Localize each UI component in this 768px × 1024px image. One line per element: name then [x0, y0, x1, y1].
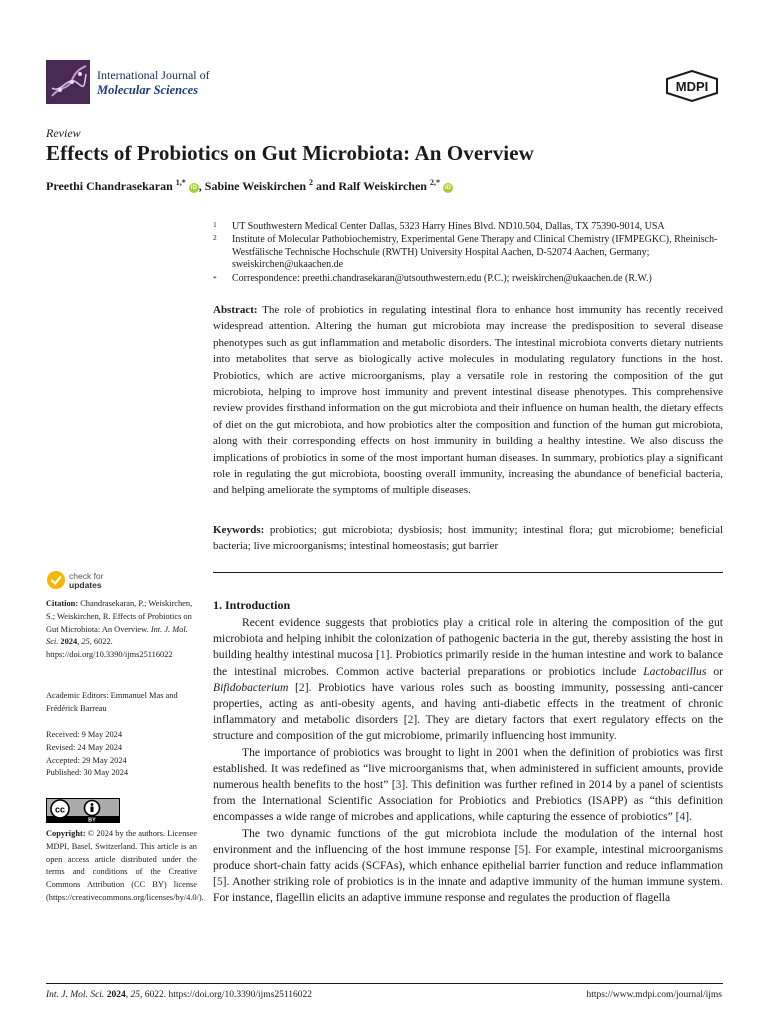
section-heading-introduction: 1. Introduction	[213, 598, 291, 612]
citation-year: 2024	[60, 637, 78, 647]
paragraph-text: [	[288, 680, 299, 694]
check-updates-line2: updates	[69, 580, 102, 590]
journal-name-line2: Molecular Sciences	[97, 83, 199, 97]
author-list	[46, 178, 453, 194]
citation-link[interactable]: 3	[395, 778, 402, 792]
introduction-body	[213, 615, 723, 907]
svg-text:cc: cc	[54, 804, 66, 815]
svg-text:BY: BY	[88, 817, 96, 823]
journal-name	[97, 68, 210, 98]
section-divider	[213, 572, 723, 573]
citation-text: Chandrasekaran, P.; Weiskirchen, S.; Weiskirchen, R. Effects of Probiotics on Gut Microbiota: An Overview.	[46, 599, 193, 634]
citation-link[interactable]: 5	[518, 842, 525, 856]
footer-year: 2024	[106, 990, 126, 1000]
author-affiliation-mark: 2	[309, 178, 314, 187]
footer-volume: 25	[130, 990, 140, 1000]
author-name: Preethi Chandrasekaran	[46, 179, 173, 193]
citation: Citation: Chandrasekaran, P.; Weiskirchen, S.; Weiskirchen, R. Effects of Probiotics on Gut Microbiota: An Overview. Int. J. Mol. Sci. 2024, 25, 6022. https://doi.org/10.3390/ijms25116022	[46, 599, 193, 660]
author-affiliation-mark: 2,*	[429, 178, 440, 187]
keywords-text: probiotics; gut microbiota; dysbiosis; host immunity; intestinal flora; gut microbiome; beneficial bacteria; live microorganisms; intestinal homeostasis; gut barrier	[213, 524, 724, 553]
cc-by-license-badge[interactable]	[46, 798, 120, 823]
affiliation-2	[0, 234, 768, 272]
check-updates-line1: check for	[69, 571, 104, 581]
citation-journal: Int. J. Mol. Sci.	[46, 624, 188, 647]
abstract	[213, 302, 723, 499]
affiliation-text: Correspondence: preethi.chandrasekaran@utsouthwestern.edu (P.C.); rweiskirchen@ukaachen.de (R.W.)	[232, 273, 652, 284]
citation-link[interactable]: 2	[298, 680, 305, 694]
affiliation-text: Institute of Molecular Pathobiochemistry, Experimental Gene Therapy and Clinical Chemistry (IFMPEGKC), Rheinisch-Westfälische Technische Hochschule (RWTH) University Hospital Aachen, D-52074 Aachen, Germany; sweiskirchen@ukaachen.de	[232, 234, 718, 270]
orcid-icon[interactable]: iD	[190, 185, 197, 191]
footer-citation: Int. J. Mol. Sci. 2024, 25, 6022. https://doi.org/10.3390/ijms25116022	[46, 990, 313, 1000]
publication-dates	[46, 729, 196, 780]
paragraph-text: Recent evidence suggests that probiotics play a critical role in altering the composition of the gut microbiota and helping inhibit the colonization of pathogenic bacteria in the gut, thereby assisting the host in building healthy intestinal mucosa [	[213, 616, 723, 662]
date-revised: Revised: 24 May 2024	[46, 742, 123, 752]
article-title: Effects of Probiotics on Gut Microbiota: An Overview	[46, 141, 534, 165]
copyright-label: Copyright:	[46, 829, 86, 838]
paragraph-text: ]. This definition was further refined in 2014 by a panel of scientists from the International Scientific Association for Probiotics and Prebiotics (ISAPP) as “this definition encompasses a wide range of microbes and applications, while capturing the essence of probiotics” [	[213, 778, 723, 824]
citation-link[interactable]: 1	[379, 648, 386, 662]
affiliation-text: UT Southwestern Medical Center Dallas, 5323 Harry Hines Blvd. ND10.504, Dallas, TX 75390-9014, USA	[232, 221, 665, 232]
author-name: Ralf Weiskirchen	[338, 179, 427, 193]
abstract-label: Abstract:	[213, 304, 258, 316]
citation-label: Citation:	[46, 599, 79, 608]
copyright-notice	[46, 828, 204, 905]
genus-name: Bifidobacterium	[213, 680, 289, 694]
paragraph-1	[213, 615, 723, 745]
paragraph-text: ]. Probiotics have various roles such as boosting immunity, possessing anti-cancer properties, acting as anti-obesity agents, and having anti-diabetic effects in the treatment of chronic inflammatory and metabolic disorders [	[213, 680, 723, 727]
paragraph-text: The importance of probiotics was brought to light in 2001 when the definition of probiotics was first established. It was redefined as “live microorganisms that, when administered in sufficient amounts, provide numerous health benefits to the host” [	[213, 745, 723, 792]
correspondence	[0, 273, 768, 285]
mdpi-logo	[665, 70, 719, 102]
paragraph-text: ]. They are dietary factors that exert regulatory effects on the structure and composition of the gut microbiome, primarily influencing host immunity.	[213, 713, 723, 743]
paragraph-3	[213, 826, 723, 907]
paragraph-text: The two dynamic functions of the gut microbiota include the modulation of the internal host environment and the influencing of the host immune response [	[213, 826, 723, 856]
mdpi-logo-text: MDPI	[675, 79, 709, 94]
footer-doi[interactable]: , 6022. https://doi.org/10.3390/ijms25116022	[139, 990, 313, 1000]
affiliation-number: 2	[213, 233, 217, 242]
journal-name-line1: International Journal of	[97, 68, 210, 82]
paragraph-text: or	[706, 664, 723, 678]
affiliation-1	[0, 221, 768, 233]
journal-logo	[46, 60, 90, 104]
affiliation-number: 1	[213, 220, 217, 229]
date-accepted: Accepted: 29 May 2024	[46, 755, 127, 765]
date-received: Received: 9 May 2024	[46, 730, 123, 739]
author-name: Sabine Weiskirchen	[204, 179, 307, 193]
check-for-updates-button[interactable]	[46, 569, 126, 591]
paragraph-text: ].	[685, 810, 693, 824]
paragraph-2	[213, 745, 723, 826]
paragraph-text: ]. Probiotics primarily reside in the human intestine and work to balance the intestinal microbes. Common active bacterial preparations or probiotics include	[213, 648, 723, 678]
citation-doi[interactable]: , 6022. https://doi.org/10.3390/ijms25116022	[46, 637, 173, 660]
affiliation-number: *	[213, 274, 217, 283]
author-affiliation-mark: 1,*	[175, 178, 186, 187]
author-separator: and	[313, 179, 339, 193]
citation-link[interactable]: 5	[216, 875, 223, 889]
genus-name: Lactobacillus	[643, 664, 707, 678]
citation-volume: 25	[81, 637, 90, 647]
paragraph-text: ]. Another striking role of probiotics is in the innate and adaptive immunity of the human immune system. For instance, flagellin elicits an adaptive immune response and regulates the production of flagella	[213, 875, 723, 905]
orcid-icon[interactable]: iD	[444, 185, 451, 191]
footer-divider	[46, 983, 723, 984]
author-separator: ,	[198, 179, 205, 193]
article-type: Review	[46, 126, 81, 140]
footer-journal-url[interactable]: https://www.mdpi.com/journal/ijms	[586, 990, 722, 1000]
citation-link[interactable]: 2	[407, 713, 414, 727]
citation-link[interactable]: 4	[679, 810, 686, 824]
footer-journal: Int. J. Mol. Sci.	[46, 990, 105, 1000]
date-published: Published: 30 May 2024	[46, 768, 129, 778]
academic-editors: Academic Editors: Emmanuel Mas and Frédérick Barreau	[46, 691, 178, 713]
keywords-label: Keywords:	[213, 524, 265, 536]
abstract-text: The role of probiotics in regulating intestinal flora to enhance host immunity has recently received widespread attention. Altering the human gut microbiota may increase the predisposition to several disease phenotypes such as gut inflammation and metabolic disorders. The intestinal microbiota converts dietary nutrients into metabolites that serve as biologically active molecules in modulating regulatory functions in the host. Probiotics, which are active microorganisms, play a versatile role in restoring the composition of the gut microbiota, helping to improve host immunity and prevent intestinal disease phenotypes. This comprehensive review provides firsthand information on the gut microbiota and their influence on human health, the dietary effects of diet on the gut microbiota, and how probiotics alter the composition and function of the human gut microbiota, along with their corresponding effects on host immunity in building a healthy intestine. We also discuss the implications of probiotics in some of the most important human diseases. In summary, probiotics play a significant role in regulating the gut microbiota, boosting overall immunity, increasing the abundance of beneficial bacteria, and helping ameliorate the symptoms of multiple diseases.	[213, 304, 723, 497]
keywords	[213, 522, 723, 555]
paragraph-text: ]. For example, intestinal microorganisms produce short-chain fatty acids (SCFAs), which enhance epithelial barrier function and reduce inflammation [	[213, 842, 723, 889]
copyright-text: © 2024 by the authors. Licensee MDPI, Basel, Switzerland. This article is an open access article distributed under the terms and conditions of the Creative Commons Attribution (CC BY) license (https://creativecommons.org/licenses/by/4.0/).	[46, 829, 204, 902]
